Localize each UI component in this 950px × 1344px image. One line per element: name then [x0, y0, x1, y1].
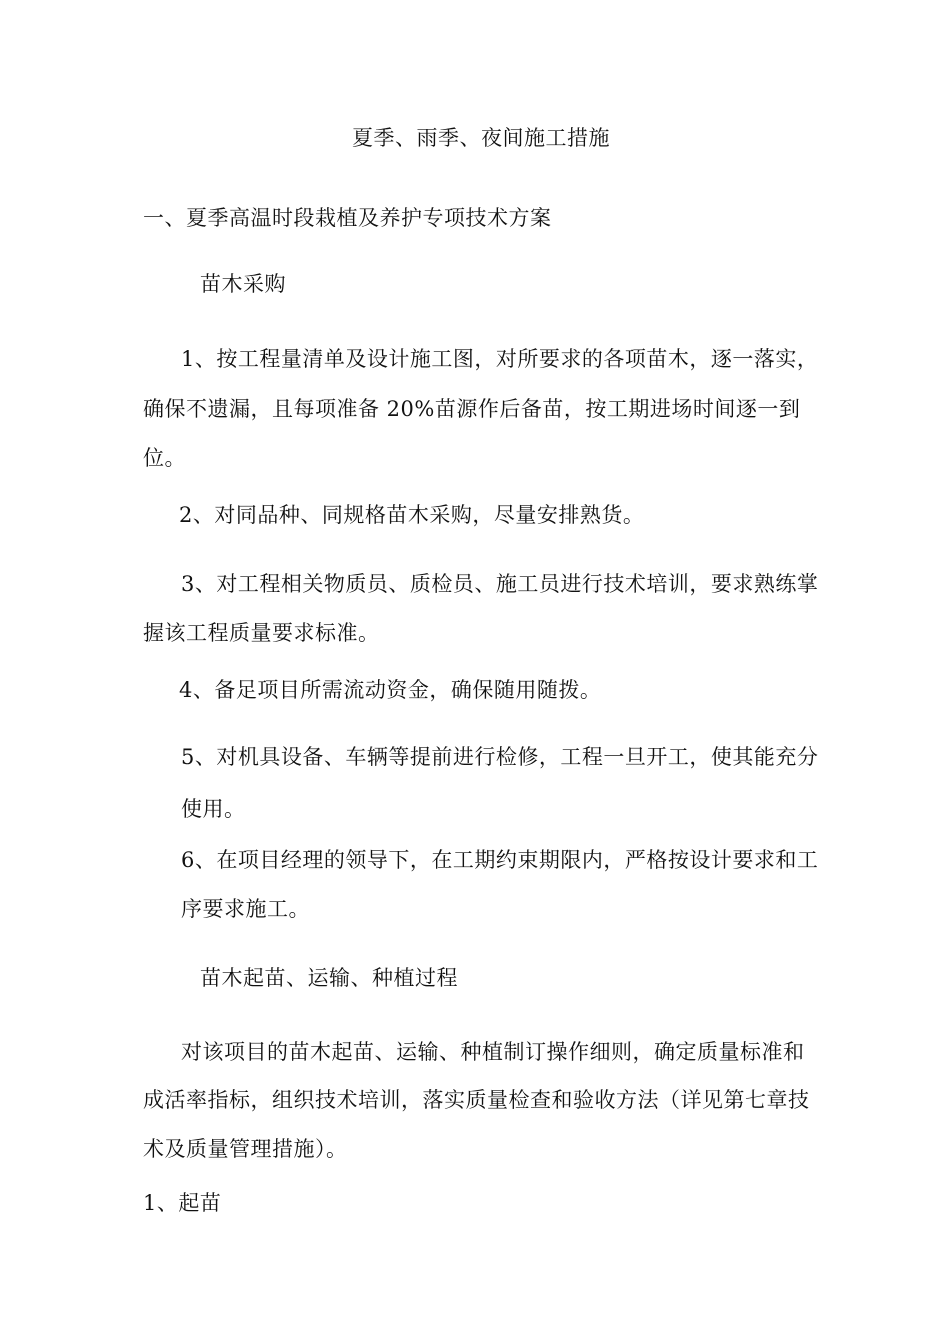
paragraph-line-2: 成活率指标，组织技术培训，落实质量检查和验收方法（详见第七章技: [143, 1088, 810, 1112]
item-6-line-1: 6、在项目经理的领导下，在工期约束期限内，严格按设计要求和工: [181, 848, 819, 872]
item-1-line-2: 确保不遗漏，且每项准备 20%苗源作后备苗，按工期进场时间逐一到: [143, 397, 801, 421]
subsection-heading-seedling-purchase: 苗木采购: [200, 272, 286, 296]
paragraph-line-1: 对该项目的苗木起苗、运输、种植制订操作细则，确定质量标准和: [181, 1040, 805, 1064]
item-4: 4、备足项目所需流动资金，确保随用随拨。: [179, 678, 602, 702]
item-3-line-1: 3、对工程相关物质员、质检员、施工员进行技术培训，要求熟练掌: [181, 572, 819, 596]
subsection-heading-seedling-process: 苗木起苗、运输、种植过程: [200, 966, 458, 990]
item-5-line-2: 使用。: [181, 797, 246, 821]
item-1-line-3: 位。: [143, 446, 186, 470]
item-6-line-2: 序要求施工。: [181, 897, 310, 921]
item-5-line-1: 5、对机具设备、车辆等提前进行检修，工程一旦开工，使其能充分: [181, 745, 819, 769]
section-heading-summer-planting: 一、夏季高温时段栽植及养护专项技术方案: [143, 206, 552, 230]
document-title: 夏季、雨季、夜间施工措施: [352, 126, 610, 150]
item-3-line-2: 握该工程质量要求标准。: [143, 621, 380, 645]
heading-lifting-seedlings: 1、起苗: [143, 1191, 222, 1215]
item-2: 2、对同品种、同规格苗木采购，尽量安排熟货。: [179, 503, 645, 527]
paragraph-line-3: 术及质量管理措施）。: [143, 1137, 348, 1161]
item-1-line-1: 1、按工程量清单及设计施工图，对所要求的各项苗木，逐一落实，: [181, 347, 819, 371]
